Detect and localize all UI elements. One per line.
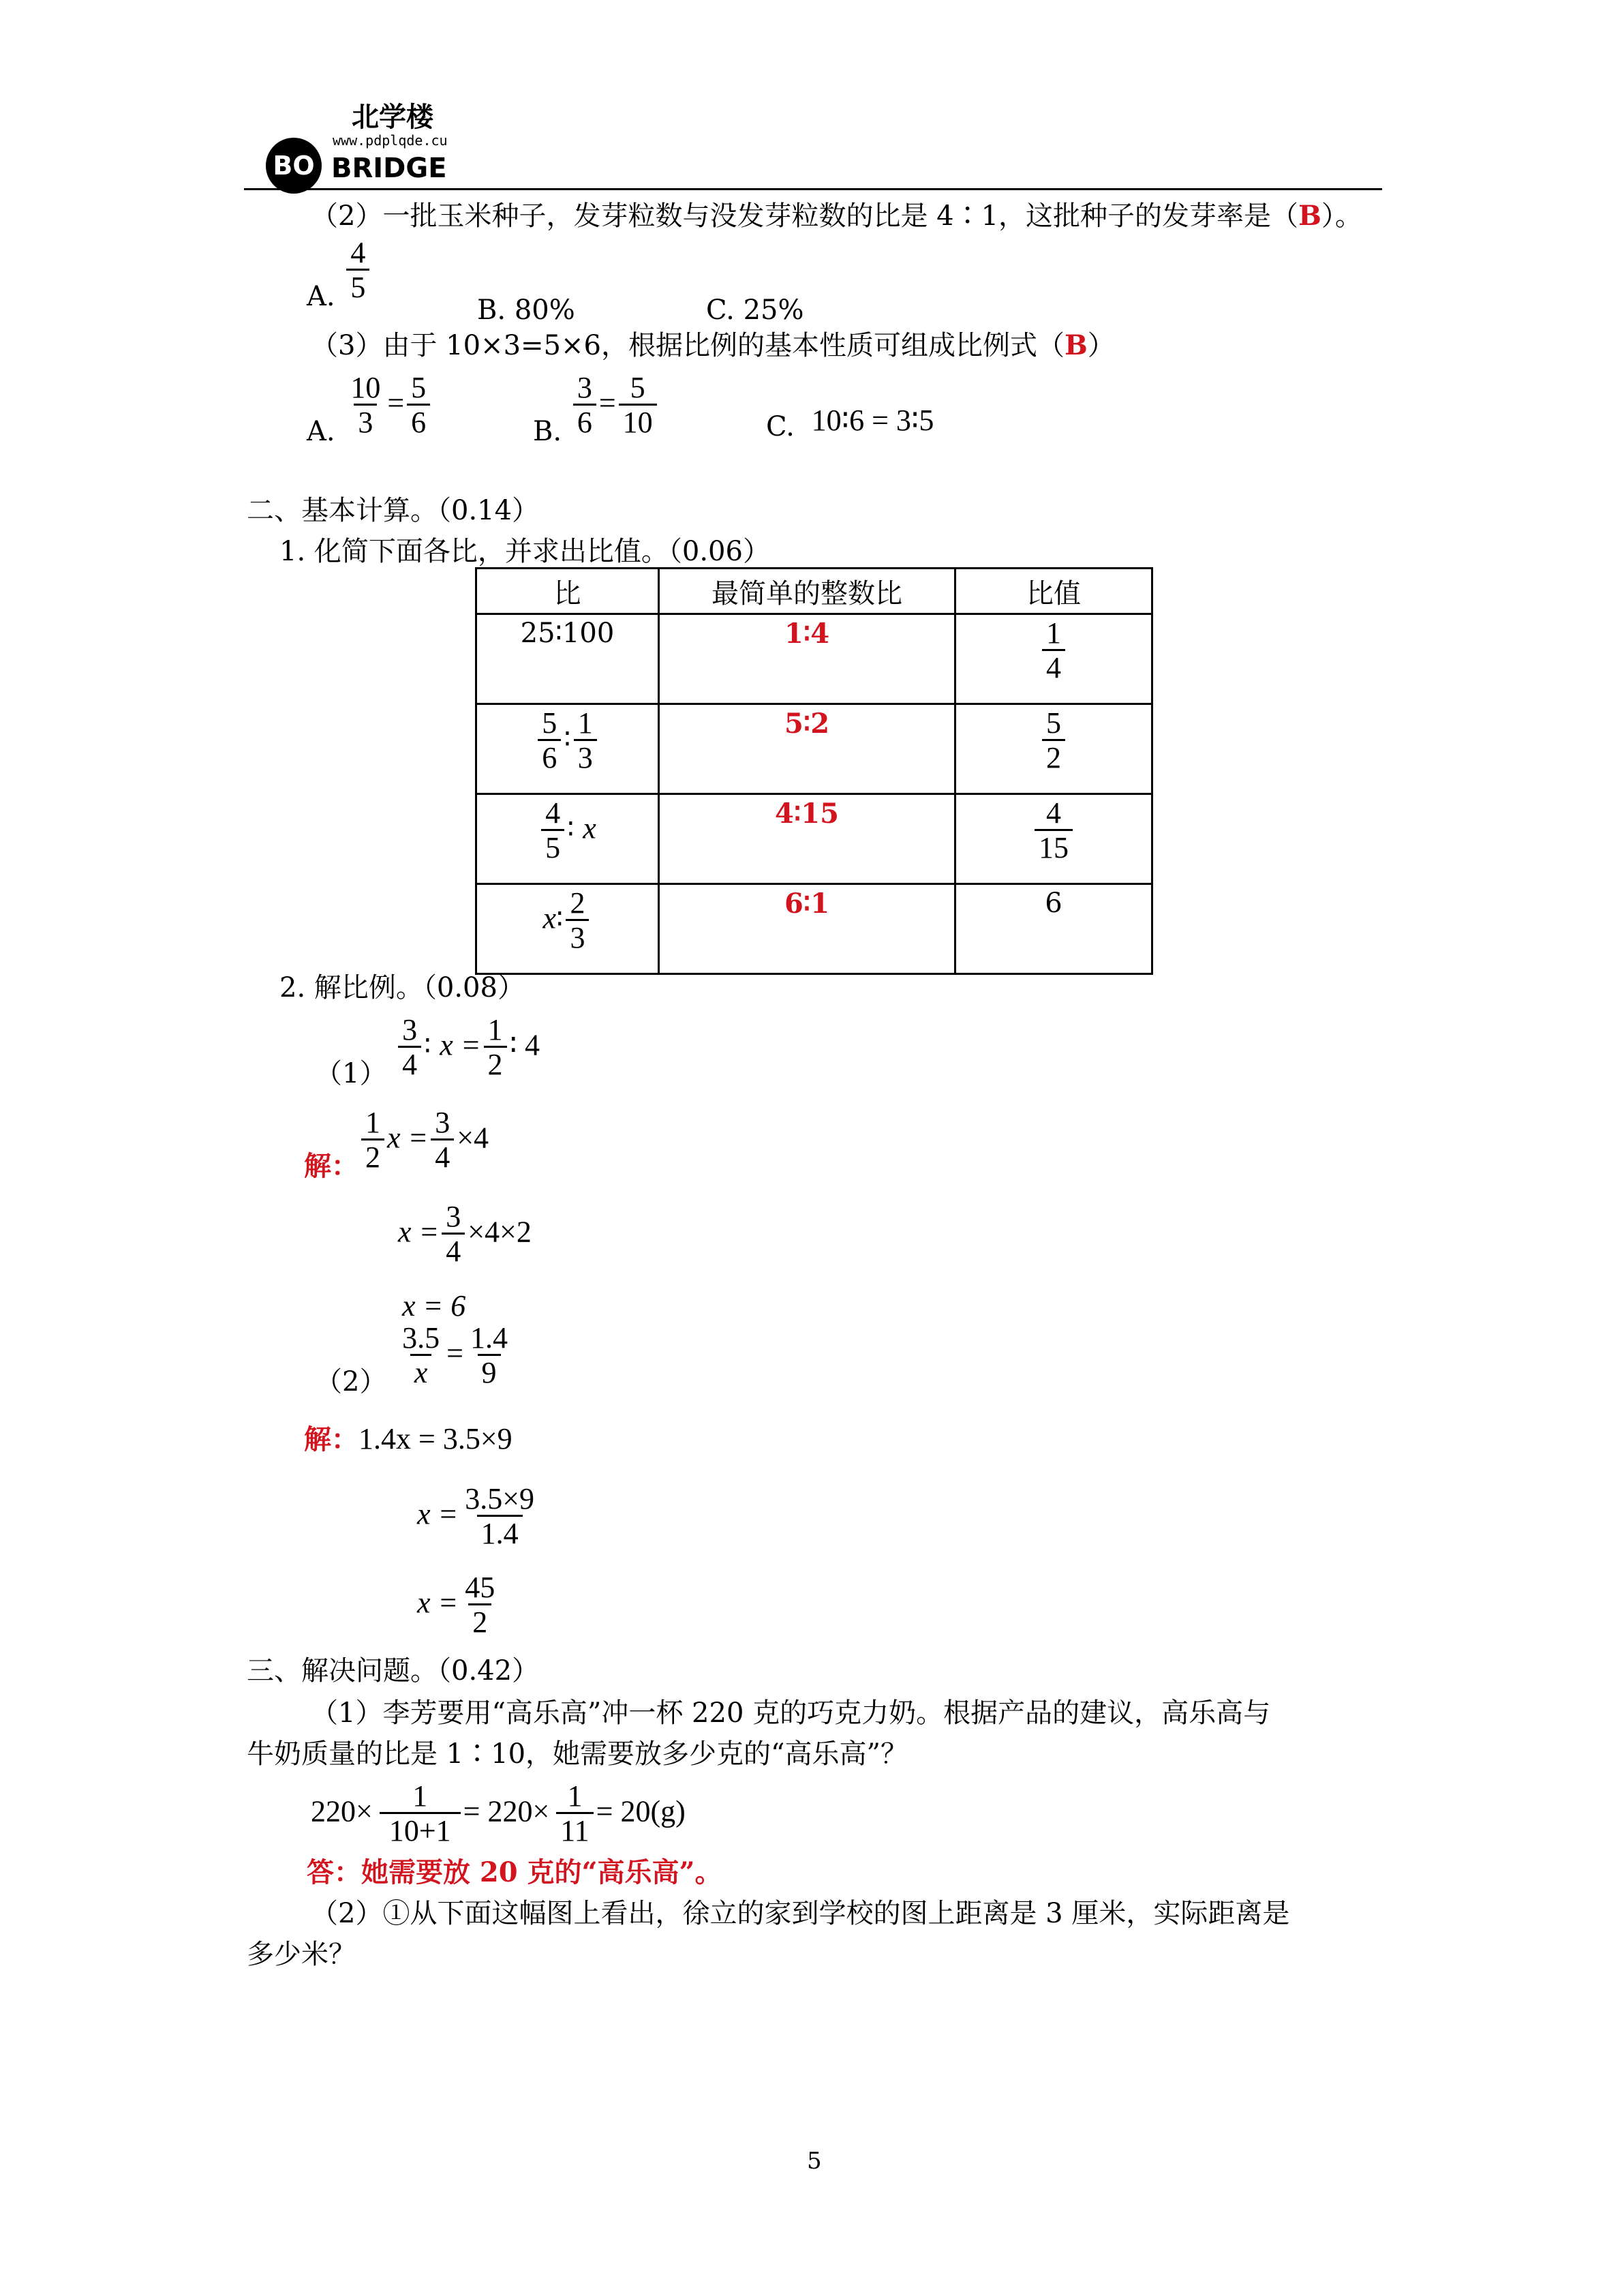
section3-answer: 答：她需要放 20 克的“高乐高”。 (307, 1856, 722, 1888)
table-row (476, 704, 1152, 794)
logo-url-text: www.pdplqde.cu (333, 132, 448, 149)
p1-step3: x = 6 (402, 1289, 466, 1323)
header-rule (244, 188, 1382, 190)
table-row (476, 794, 1152, 884)
p1-equation: （1） $\frac{3}{4}$ ∶ x = $\frac{1}{2}$ ∶ 4 (315, 1013, 540, 1089)
table-cell-simplest: 4∶15 (659, 794, 955, 884)
section2-sub1: 1. 化简下面各比，并求出比值。（0.06） (279, 536, 770, 567)
table-cell-simplest: 6∶1 (659, 884, 955, 974)
table-cell-value: 6 (955, 884, 1152, 974)
q2-option-c: C. 25% (706, 294, 804, 326)
logo-badge-text: BO (273, 151, 315, 181)
q3-answer: B (1064, 329, 1088, 361)
section3-q1-line1: （1）李芳要用“高乐高”冲一杯 220 克的巧克力奶。根据产品的建议，高乐高与 (311, 1697, 1271, 1729)
section3-q2-line1: （2）①从下面这幅图上看出，徐立的家到学校的图上距离是 3 厘米，实际距离是 (311, 1898, 1290, 1929)
q2-text: （2）一批玉米种子，发芽粒数与没发芽粒数的比是 4∶1，这批种子的发芽率是（B）。 (311, 200, 1362, 232)
logo-badge-icon (266, 138, 322, 194)
table-header-row (476, 569, 1152, 614)
section2-sub2: 2. 解比例。（0.08） (279, 972, 525, 1003)
page-number: 5 (807, 2147, 822, 2175)
section3-calculation: 220× $\frac{1}{10+1}$ = 220× $\frac{1}{11}$ = 20(g) (311, 1779, 686, 1847)
logo (266, 95, 498, 191)
table-cell-ratio: $\frac{5}{6}$ ∶ $\frac{1}{3}$ (476, 704, 659, 794)
table-cell-value: $\frac{4}{15}$ (955, 794, 1152, 884)
section2-title: 二、基本计算。（0.14） (247, 495, 540, 526)
p1-step2: x = $\frac{3}{4}$ ×4×2 (398, 1200, 532, 1268)
q2-option-a-fraction: $\frac{4}{5}$ (346, 237, 369, 305)
table-cell-value: $\frac{5}{2}$ (955, 704, 1152, 794)
q3-text: （3）由于 10×3=5×6，根据比例的基本性质可组成比例式（B） (311, 329, 1115, 361)
q3-option-c: C. 10∶6 = 3∶5 (766, 404, 934, 442)
logo-word: BRIDGE (331, 153, 447, 184)
table-cell-simplest: 5∶2 (659, 704, 955, 794)
section3-q2-line2: 多少米？ (247, 1939, 356, 1970)
p2-step2: x = $\frac{3.5\times 9}{1.4}$ (417, 1482, 535, 1550)
q3-option-a: A. $\frac{10}{3}$ = $\frac{5}{6}$ (307, 372, 433, 440)
p2-step3: x = $\frac{45}{2}$ (417, 1571, 495, 1639)
table-cell-simplest: 1∶4 (659, 614, 955, 704)
p2-step1: 解：1.4x = 3.5×9 (304, 1422, 512, 1455)
q2-option-b: B. 80% (477, 294, 575, 326)
table-row (476, 884, 1152, 974)
table-header: 比 (476, 569, 659, 614)
p2-equation: （2） $\frac{3.5}{x}$ = $\frac{1.4}{9}$ (315, 1321, 508, 1398)
table-cell-ratio: $\frac{4}{5}$ ∶ x (476, 794, 659, 884)
ratio-table (475, 567, 1153, 975)
table-cell-ratio: x∶ $\frac{2}{3}$ (476, 884, 659, 974)
q2-option-a: A. $\frac{4}{5}$ (307, 237, 372, 305)
table-cell-value: $\frac{1}{4}$ (955, 614, 1152, 704)
p1-step1: 解： $\frac{1}{2}$ x = $\frac{3}{4}$ ×4 (304, 1106, 489, 1182)
section3-title: 三、解决问题。（0.42） (247, 1655, 540, 1687)
section3-q1-line2: 牛奶质量的比是 1∶10，她需要放多少克的“高乐高”？ (247, 1738, 908, 1770)
logo-top-text: 北学楼 (352, 101, 433, 133)
table-header: 比值 (955, 569, 1152, 614)
table-row (476, 614, 1152, 704)
q3-option-b: B. $\frac{3}{6}$ = $\frac{5}{10}$ (533, 372, 660, 440)
q2-answer: B (1298, 200, 1321, 232)
table-cell-ratio: 25∶100 (476, 614, 659, 704)
table-header: 最简单的整数比 (659, 569, 955, 614)
